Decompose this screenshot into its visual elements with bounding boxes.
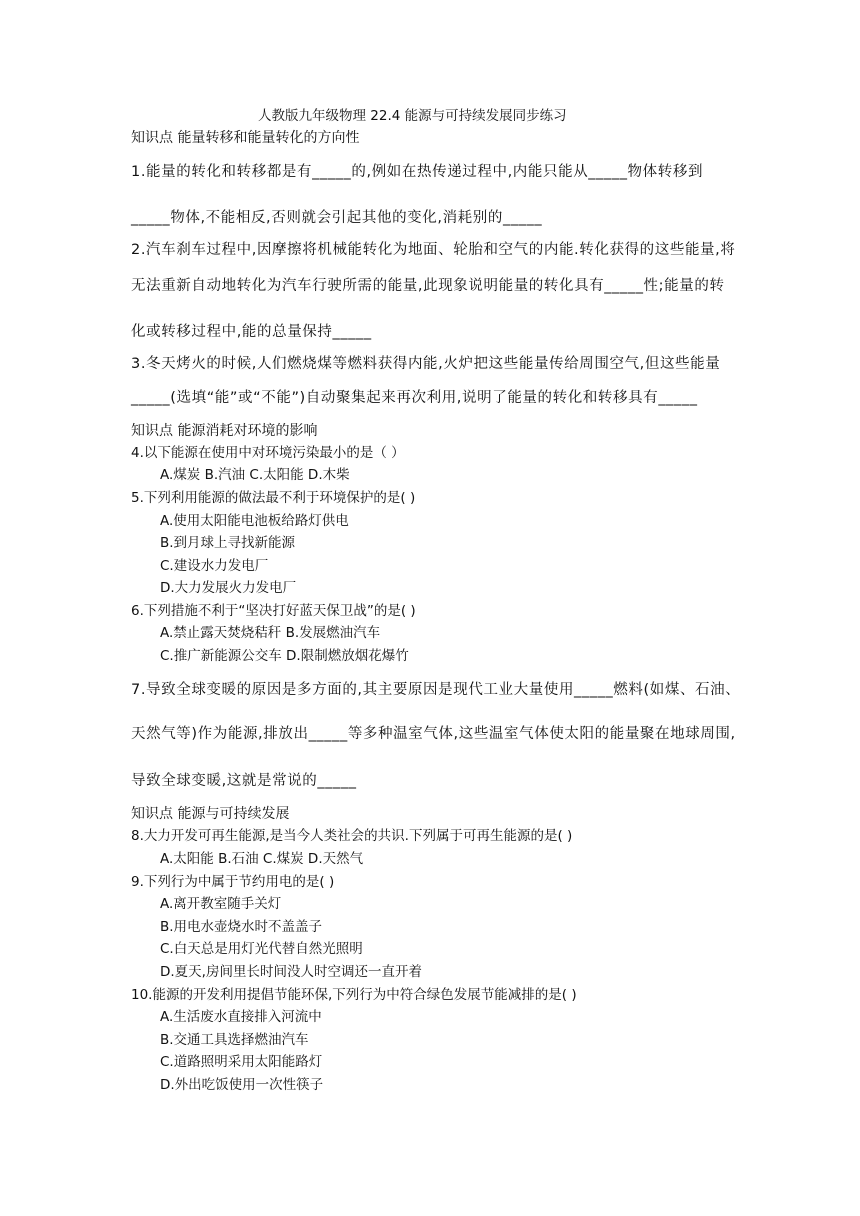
question-4-stem: 4.以下能源在使用中对环境污染最小的是（ ） [131,445,405,461]
question-3-line-2: _____(选填“能”或“不能”)自动聚集起来再次利用,说明了能量的转化和转移具有_____ [131,390,698,406]
question-4-options: A.煤炭 B.汽油 C.太阳能 D.木柴 [160,467,350,483]
question-2-line-1: 2.汽车刹车过程中,因摩擦将机械能转化为地面、轮胎和空气的内能.转化获得的这些能量,将 [131,242,736,258]
question-3-line-1: 3.冬天烤火的时候,人们燃烧煤等燃料获得内能,火炉把这些能量传给周围空气,但这些能量 [131,356,721,372]
question-10-stem: 10.能源的开发利用提倡节能环保,下列行为中符合绿色发展节能减排的是( ) [131,987,577,1003]
question-5-option-c: C.建设水力发电厂 [160,558,269,574]
question-6-options-cd: C.推广新能源公交车 D.限制燃放烟花爆竹 [160,648,409,664]
question-5-option-a: A.使用太阳能电池板给路灯供电 [160,513,349,529]
question-10-option-b: B.交通工具选择燃油汽车 [160,1032,309,1048]
question-8-options: A.太阳能 B.石油 C.煤炭 D.天然气 [160,851,364,867]
question-5-stem: 5.下列利用能源的做法最不利于环境保护的是( ) [131,490,416,506]
question-7-line-1: 7.导致全球变暖的原因是多方面的,其主要原因是现代工业大量使用_____燃料(如煤、石油、 [131,682,741,698]
question-2-line-2: 无法重新自动地转化为汽车行驶所需的能量,此现象说明能量的转化具有_____性;能量的转 [131,278,725,294]
question-6-options-ab: A.禁止露天焚烧秸秆 B.发展燃油汽车 [160,625,381,641]
question-10-option-c: C.道路照明采用太阳能路灯 [160,1054,323,1070]
question-10-option-a: A.生活废水直接排入河流中 [160,1009,322,1025]
question-9-option-b: B.用电水壶烧水时不盖盖子 [160,919,323,935]
section-heading-environment: 知识点 能源消耗对环境的影响 [131,423,318,439]
question-8-stem: 8.大力开发可再生能源,是当今人类社会的共识.下列属于可再生能源的是( ) [131,828,573,844]
question-5-option-d: D.大力发展火力发电厂 [160,580,297,596]
question-1-line-1: 1.能量的转化和转移都是有_____的,例如在热传递过程中,内能只能从_____物体转移到 [131,164,704,180]
question-7-line-2: 天然气等)作为能源,排放出_____等多种温室气体,这些温室气体使太阳的能量聚在地球周围, [131,726,736,742]
question-5-option-b: B.到月球上寻找新能源 [160,535,296,551]
question-2-line-3: 化或转移过程中,能的总量保持_____ [131,324,372,340]
question-9-option-d: D.夏天,房间里长时间没人时空调还一直开着 [160,964,422,980]
question-9-stem: 9.下列行为中属于节约用电的是( ) [131,874,335,890]
section-heading-energy-direction: 知识点 能量转移和能量转化的方向性 [131,130,360,146]
page-title: 人教版九年级物理 22.4 能源与可持续发展同步练习 [258,108,567,124]
question-9-option-c: C.白天总是用灯光代替自然光照明 [160,941,363,957]
question-10-option-d: D.外出吃饭使用一次性筷子 [160,1077,324,1093]
question-6-stem: 6.下列措施不利于“坚决打好蓝天保卫战”的是( ) [131,603,416,619]
question-1-line-2: _____物体,不能相反,否则就会引起其他的变化,消耗别的_____ [131,210,543,226]
question-7-line-3: 导致全球变暖,这就是常说的_____ [131,773,357,789]
section-heading-sustainable: 知识点 能源与可持续发展 [131,806,290,822]
question-9-option-a: A.离开教室随手关灯 [160,896,282,912]
